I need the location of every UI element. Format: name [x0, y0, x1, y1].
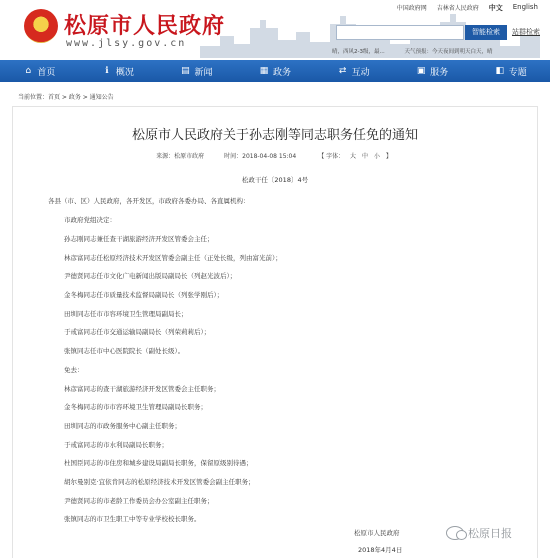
paragraph: 田圳同志任市市容环境卫生管理局副局长； — [64, 310, 188, 318]
signature-date: 2018年4月4日 — [358, 546, 403, 554]
font-size-medium-button[interactable]: 中 — [361, 153, 368, 160]
lang-chinese[interactable]: 中文 — [488, 4, 503, 12]
breadcrumb[interactable]: 当前位置：首页 > 政务 > 通知公告 — [18, 94, 114, 101]
paragraph: 各县（市、区）人民政府，各开发区，市政府各委办局、各直属机构： — [48, 197, 250, 205]
nav-label: 概况 — [115, 67, 134, 78]
home-icon: ⌂ — [25, 66, 32, 76]
nav-label: 政务 — [273, 67, 292, 78]
paragraph: 张镇同志任市中心医院院长（副处长级）。 — [64, 347, 185, 355]
wechat-icon — [446, 526, 464, 540]
nav-service[interactable] — [393, 60, 472, 82]
paragraph: 孙志刚同志兼任查干湖旅游经济开发区管委会主任； — [64, 235, 214, 243]
paragraph: 于戒富同志任市交通运输局副局长（列荣莉莉后）； — [64, 328, 211, 336]
paragraph: 林彦富同志任松原经济技术开发区管委会副主任（正处长级，列由富光前）； — [64, 254, 282, 262]
nav-overview[interactable] — [79, 60, 158, 82]
news-icon: ▤ — [181, 66, 190, 76]
nav-label: 互动 — [351, 67, 370, 78]
weather-info — [332, 47, 493, 55]
nav-topics[interactable] — [471, 60, 550, 82]
paragraph: 杜国臣同志的市住房和城乡建设局副局长职务，保留原级别待遇； — [64, 459, 253, 467]
paragraph: 于戒富同志的市水利局副局长职务； — [64, 441, 168, 449]
site-title[interactable]: 松原市人民政府 — [64, 13, 226, 39]
paragraph: 胡尔曼别克·宜依肯同志的松原经济技术开发区管委会副主任职务； — [64, 478, 255, 486]
national-emblem-logo — [24, 9, 58, 43]
main-nav — [0, 60, 550, 82]
nav-home[interactable] — [0, 60, 79, 82]
nav-news[interactable] — [157, 60, 236, 82]
link-jilin-gov[interactable]: 吉林省人民政府 — [436, 5, 479, 12]
site-url: www.jlsy.gov.cn — [66, 38, 187, 49]
paragraph: 林彦富同志的查干湖旅游经济开发区管委会主任职务； — [64, 385, 220, 393]
link-gov-cn[interactable]: 中国政府网 — [396, 5, 427, 12]
article-time: 时间：2018-04-08 15:04 — [224, 153, 297, 160]
site-header — [0, 0, 550, 60]
nav-government-affairs[interactable] — [236, 60, 315, 82]
nav-label: 新闻 — [194, 67, 213, 78]
weather-forecast: 天气预报：今天夜间到明天白天，晴 — [404, 49, 493, 55]
search-input[interactable] — [336, 25, 464, 40]
article-meta — [0, 151, 550, 160]
paragraph: 尹德贤同志任市文化广电新闻出版局副局长（列赵光波后）； — [64, 272, 237, 280]
watermark-text: 松原日报 — [468, 527, 512, 540]
interaction-icon: ⇄ — [338, 66, 347, 76]
signature-organization: 松原市人民政府 — [354, 529, 400, 537]
info-icon: ℹ — [105, 66, 109, 76]
paragraph: 市政府党组决定： — [64, 216, 116, 224]
site-group-search-link[interactable]: 站群检索 — [512, 28, 540, 36]
article-title: 松原市人民政府关于孙志刚等同志职务任免的通知 — [131, 128, 418, 143]
paragraph: 尹德贤同志的市老龄工作委员会办公室副主任职务； — [64, 497, 214, 505]
top-links — [397, 3, 538, 13]
watermark — [446, 525, 512, 541]
topic-icon: ◧ — [495, 66, 504, 76]
nav-interaction[interactable] — [314, 60, 393, 82]
document-number: 松政干任〔2018〕4号 — [241, 176, 309, 184]
nav-label: 服务 — [430, 67, 449, 78]
font-size-label: 【 字体： — [318, 153, 345, 160]
smart-search-button[interactable]: 智能检索 — [465, 25, 507, 40]
nav-label: 首页 — [37, 67, 56, 78]
paragraph: 金冬梅同志任市质量技术监督局副局长（列张学刚后）； — [64, 291, 224, 299]
lang-english[interactable]: English — [512, 3, 538, 11]
service-icon: ▣ — [416, 66, 426, 76]
building-icon: ▦ — [259, 66, 269, 76]
paragraph: 免去： — [64, 366, 84, 374]
paragraph: 张镇同志的市卫生职工中等专业学校校长职务。 — [64, 515, 201, 523]
font-size-small-button[interactable]: 小 — [373, 153, 380, 160]
weather-today: 晴，西风2-3级，最... — [332, 49, 385, 55]
font-size-end: 】 — [385, 153, 392, 160]
article-source: 来源：松原市政府 — [156, 153, 205, 160]
font-size-switcher — [316, 151, 394, 160]
font-size-large-button[interactable]: 大 — [350, 153, 357, 160]
paragraph: 田圳同志的市政务服务中心副主任职务； — [64, 422, 181, 430]
nav-label: 专题 — [508, 67, 527, 78]
paragraph: 金冬梅同志的市市容环境卫生管理局副局长职务； — [64, 403, 207, 411]
